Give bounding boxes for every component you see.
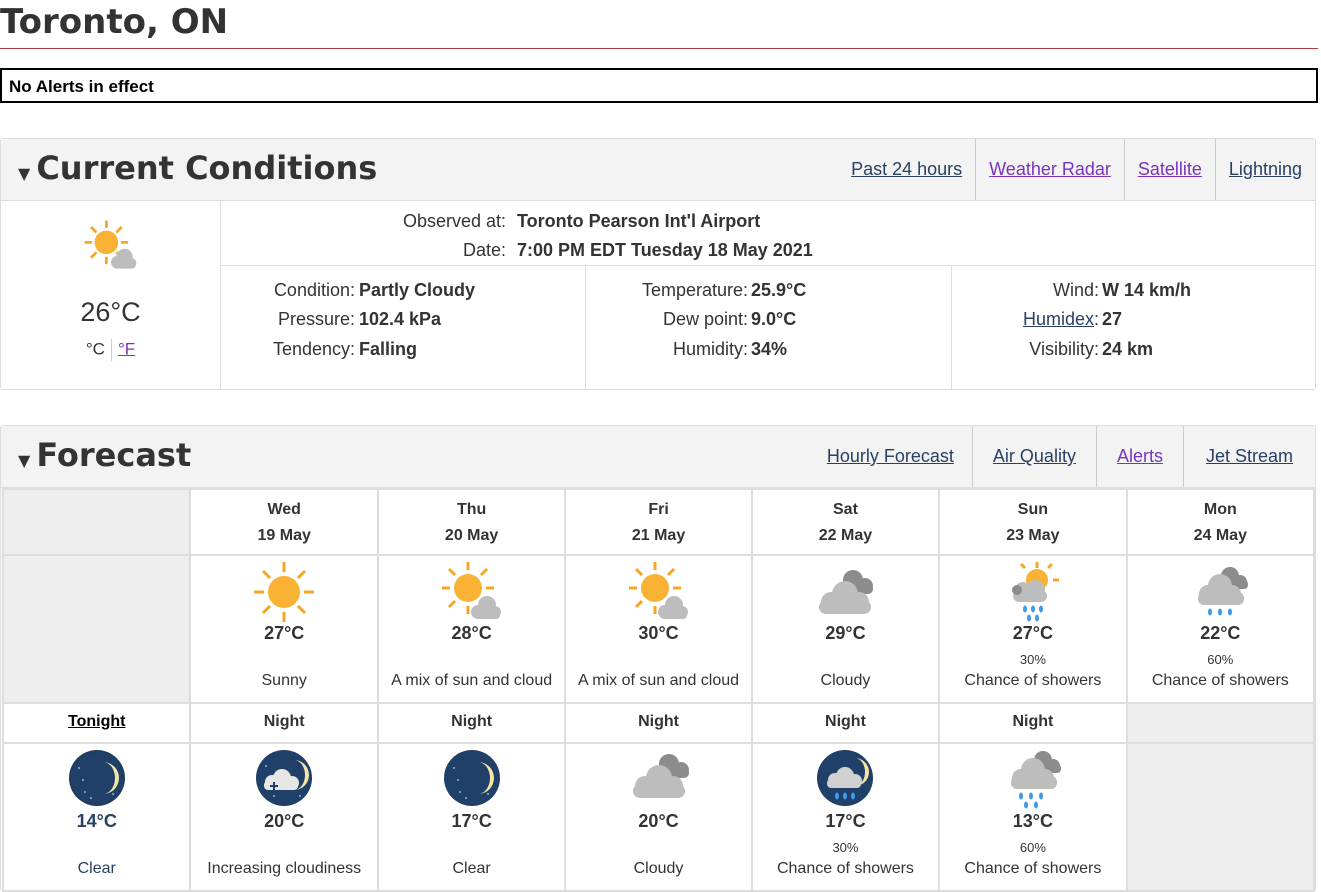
dew-point-value: 9.0°C: [751, 309, 797, 329]
cloud-icon: [627, 748, 691, 812]
moon-cloud-icon: [252, 748, 316, 812]
tonight-link[interactable]: Tonight: [68, 713, 126, 730]
day-desc: Cloudy: [820, 672, 871, 689]
empty-night-header: [1127, 703, 1314, 743]
night-temp: 17°C: [451, 811, 492, 831]
night-desc: Clear: [452, 860, 491, 877]
date-label: Date:: [462, 240, 506, 260]
observed-at-label: Observed at:: [402, 211, 506, 231]
page-title: Toronto, ON: [0, 2, 229, 42]
current-conditions-header[interactable]: [1, 139, 1315, 201]
night-desc: Chance of showers: [776, 860, 914, 877]
link-alerts[interactable]: Alerts: [1096, 426, 1183, 487]
conditions-col-2: [585, 266, 952, 389]
night-pop: 60%: [1019, 840, 1046, 855]
visibility-label: Visibility:: [1029, 339, 1099, 359]
conditions-col-1: [221, 266, 585, 389]
observation-info: [221, 201, 1316, 266]
caret-down-icon: ▼: [18, 164, 31, 183]
forecast-day: [752, 555, 939, 703]
unit-fahrenheit-link[interactable]: °F: [117, 339, 136, 359]
day-temp: 27°C: [264, 623, 305, 643]
humidex-link[interactable]: Humidex: [1022, 309, 1094, 329]
temperature-label: Temperature:: [641, 280, 748, 300]
link-lightning[interactable]: Lightning: [1215, 139, 1315, 200]
temperature-value: 25.9°C: [751, 280, 807, 300]
sun-cloud-icon: [627, 560, 691, 624]
day-desc: A mix of sun and cloud: [578, 672, 740, 689]
day-temp: 29°C: [825, 623, 866, 643]
forecast-header[interactable]: [1, 426, 1315, 488]
moon-rain-icon: [813, 748, 877, 812]
night-temp: 13°C: [1012, 811, 1053, 831]
conditions-col-3: Wind: W 14 km/h Humidex: 27 Visibility: 24 km: [951, 266, 1317, 389]
forecast-night: [939, 743, 1126, 891]
night-header: Night: [752, 703, 939, 743]
day-desc: Sunny: [261, 672, 307, 689]
forecast-panel: [0, 425, 1316, 891]
empty-header-cell: [3, 489, 190, 555]
night-header: Night: [939, 703, 1126, 743]
forecast-night: [752, 743, 939, 891]
night-header-tonight: [3, 703, 190, 743]
humidity-value: 34%: [751, 339, 788, 359]
day-header: Mon 24 May: [1127, 489, 1314, 555]
condition-value: Partly Cloudy: [359, 280, 476, 300]
forecast-day: [565, 555, 751, 703]
forecast-links: [809, 426, 1315, 487]
cloud-icon: [813, 560, 877, 624]
forecast-night: [190, 743, 377, 891]
dew-point-label: Dew point:: [662, 309, 748, 329]
night-header: Night: [378, 703, 565, 743]
sun-icon: [252, 560, 316, 624]
link-past-24-hours[interactable]: Past 24 hours: [851, 159, 963, 179]
day-temp: 27°C: [1012, 623, 1053, 643]
empty-night-cell: [1127, 743, 1314, 891]
current-temperature: 26°C: [80, 297, 141, 327]
cloud-rain-icon: [1188, 560, 1252, 624]
moon-icon: [440, 748, 504, 812]
day-header: Fri 21 May: [565, 489, 751, 555]
forecast-day: [378, 555, 565, 703]
alerts-text: No Alerts in effect: [9, 77, 154, 96]
sun-rain-icon: [1001, 560, 1065, 624]
forecast-day: [939, 555, 1126, 703]
forecast-night: [378, 743, 565, 891]
sun-cloud-icon: [81, 217, 139, 275]
cloud-rain-icon: [1001, 748, 1065, 812]
day-desc: Chance of showers: [964, 672, 1102, 689]
link-air-quality[interactable]: Air Quality: [972, 426, 1096, 487]
current-conditions-panel: [0, 138, 1316, 390]
empty-day-cell: [3, 555, 190, 703]
link-jet-stream[interactable]: Jet Stream: [1183, 426, 1315, 487]
title-divider: [0, 48, 1318, 49]
unit-toggle: [1, 339, 220, 361]
forecast-table: [2, 488, 1315, 892]
link-satellite[interactable]: Satellite: [1124, 139, 1215, 200]
day-header: Sat 22 May: [752, 489, 939, 555]
day-temp: 28°C: [451, 623, 492, 643]
wind-value: W 14 km/h: [1102, 280, 1192, 300]
forecast-day: [190, 555, 377, 703]
night-header: Night: [190, 703, 377, 743]
night-temp: 14°C: [76, 811, 117, 831]
night-pop: 30%: [832, 840, 859, 855]
forecast-night: [565, 743, 751, 891]
night-header: Night: [565, 703, 751, 743]
tendency-label: Tendency:: [272, 339, 355, 359]
day-pop: 30%: [1019, 652, 1046, 667]
observed-at-value: Toronto Pearson Int'l Airport: [517, 211, 761, 231]
night-desc: Chance of showers: [964, 860, 1102, 877]
day-header: Thu 20 May: [378, 489, 565, 555]
night-desc: Clear: [77, 860, 116, 877]
humidex-value: 27: [1102, 309, 1123, 329]
night-desc: Increasing cloudiness: [207, 860, 362, 877]
unit-celsius: °C: [85, 339, 105, 359]
moon-icon: [65, 748, 129, 812]
night-temp: 20°C: [264, 811, 305, 831]
day-temp: 22°C: [1200, 623, 1241, 643]
alerts-banner: [0, 68, 1318, 103]
night-temp: 17°C: [825, 811, 866, 831]
day-desc: Chance of showers: [1151, 672, 1289, 689]
night-desc: Cloudy: [633, 860, 684, 877]
day-pop: 60%: [1207, 652, 1234, 667]
pressure-value: 102.4 kPa: [359, 309, 442, 329]
visibility-value: 24 km: [1102, 339, 1154, 359]
forecast-night: [3, 743, 190, 891]
forecast-title[interactable]: ▼ Forecast: [18, 436, 192, 474]
day-header: Wed 19 May: [190, 489, 377, 555]
current-conditions-title[interactable]: ▼ Current Conditions: [18, 149, 378, 187]
humidity-label: Humidity:: [672, 339, 748, 359]
day-desc: A mix of sun and cloud: [391, 672, 553, 689]
forecast-day: [1127, 555, 1314, 703]
day-header: Sun 23 May: [939, 489, 1126, 555]
pressure-label: Pressure:: [277, 309, 355, 329]
sun-cloud-icon: [440, 560, 504, 624]
condition-label: Condition:: [273, 280, 355, 300]
day-temp: 30°C: [638, 623, 679, 643]
caret-down-icon: ▼: [18, 451, 31, 470]
night-temp: 20°C: [638, 811, 679, 831]
wind-label: Wind:: [1052, 280, 1099, 300]
tendency-value: Falling: [359, 339, 417, 359]
current-links: [838, 139, 1315, 200]
current-summary: [1, 201, 221, 389]
link-hourly-forecast[interactable]: Hourly Forecast: [826, 446, 954, 466]
link-weather-radar[interactable]: Weather Radar: [975, 139, 1124, 200]
date-value: 7:00 PM EDT Tuesday 18 May 2021: [517, 240, 813, 260]
